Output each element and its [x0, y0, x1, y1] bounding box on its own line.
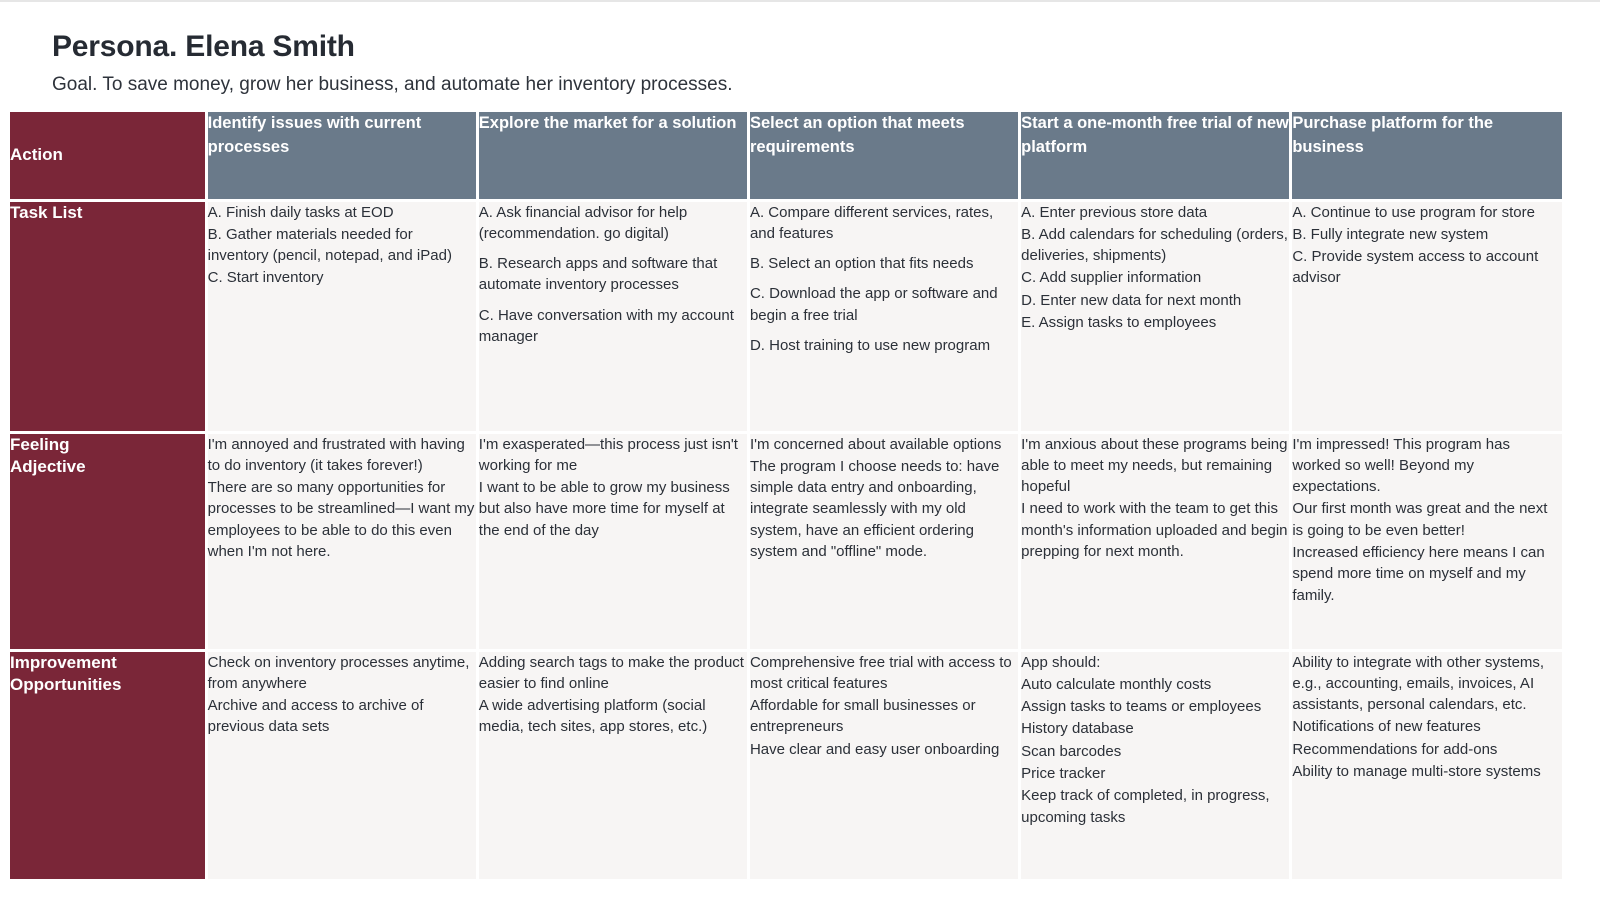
feeling-item: I want to be able to grow my business but also have more time for myself at the end of the day	[478, 479, 730, 539]
document-header	[0, 0, 1600, 96]
action-cell-5: Purchase platform for the business	[1291, 112, 1562, 200]
improvement-item: Ability to manage multi-store systems	[1292, 762, 1541, 780]
task-cell-3	[748, 200, 1019, 432]
improvement-item: Archive and access to archive of previous data sets	[207, 697, 424, 736]
feeling-item: I'm annoyed and frustrated with having to do inventory (it takes forever!)	[207, 435, 465, 474]
feeling-cell-5	[1291, 432, 1562, 650]
table-row-improvement-opportunities	[10, 650, 1562, 880]
action-cell-3: Select an option that meets requirements	[748, 112, 1019, 200]
task-cell-4	[1020, 200, 1291, 432]
improvement-cell-4	[1020, 650, 1291, 880]
improvement-item: Keep track of completed, in progress, upcoming tasks	[1021, 787, 1270, 826]
action-cell-4: Start a one-month free trial of new platform	[1020, 112, 1291, 200]
improvement-item: A wide advertising platform (social media, tech sites, app stores, etc.)	[478, 697, 708, 736]
task-item: A. Compare different services, rates, and features	[749, 203, 994, 242]
top-divider	[0, 0, 1600, 2]
improvement-item: Auto calculate monthly costs	[1021, 675, 1212, 693]
improvement-item: Price tracker	[1021, 764, 1106, 782]
feeling-cell-3	[748, 432, 1019, 650]
task-item: A. Finish daily tasks at EOD	[207, 203, 394, 221]
persona-goal: Goal. To save money, grow her business, and automate her inventory processes.	[52, 74, 733, 95]
feeling-item: The program I choose needs to: have simple data entry and onboarding, integrate seamlessly with my old system, have an efficient ordering system and "offline" mode.	[749, 457, 1000, 560]
improvement-item: Check on inventory processes anytime, from anywhere	[207, 653, 470, 692]
improvement-cell-2	[477, 650, 748, 880]
row-label-action: Action	[10, 112, 206, 200]
task-item: B. Add calendars for scheduling (orders, deliveries, shipments)	[1021, 225, 1288, 265]
row-label-line2: Adjective	[10, 457, 86, 477]
task-item: B. Research apps and software that automate inventory processes	[478, 255, 718, 294]
row-label-improvement-opportunities	[10, 650, 206, 880]
improvement-item: App should:	[1021, 653, 1101, 671]
improvement-cell-5	[1291, 650, 1562, 880]
task-item: D. Enter new data for next month	[1021, 291, 1242, 309]
feeling-item: I need to work with the team to get this month's information uploaded and begin prepping for next month.	[1021, 500, 1288, 560]
row-label-line2: Opportunities	[10, 675, 122, 695]
table-row-feeling-adjective	[10, 432, 1562, 650]
task-item: B. Select an option that fits needs	[749, 255, 974, 273]
feeling-cell-2	[477, 432, 748, 650]
improvement-item: History database	[1021, 720, 1134, 738]
task-item: C. Download the app or software and begin a free trial	[749, 285, 998, 324]
task-item: C. Add supplier information	[1021, 269, 1202, 287]
task-item: C. Have conversation with my account manager	[478, 306, 734, 345]
improvement-item: Comprehensive free trial with access to most critical features	[749, 653, 1012, 692]
task-item: A. Continue to use program for store	[1292, 203, 1535, 221]
improvement-item: Scan barcodes	[1021, 742, 1122, 760]
feeling-item: Our first month was great and the next is going to be even better!	[1292, 500, 1548, 539]
feeling-cell-4	[1020, 432, 1291, 650]
feeling-item: I'm concerned about available options	[749, 435, 1002, 453]
row-label-feeling-adjective	[10, 432, 206, 650]
task-item: B. Gather materials needed for inventory (pencil, notepad, and iPad)	[207, 225, 452, 265]
improvement-cell-3	[748, 650, 1019, 880]
task-cell-5	[1291, 200, 1562, 432]
row-label-line1: Feeling	[10, 434, 70, 454]
action-cell-1: Identify issues with current processes	[206, 112, 477, 200]
row-label-line1: Improvement	[10, 652, 117, 672]
task-item: B. Fully integrate new system	[1292, 225, 1489, 243]
improvement-item: Affordable for small businesses or entrepreneurs	[749, 697, 976, 736]
improvement-cell-1	[206, 650, 477, 880]
task-cell-2	[477, 200, 748, 432]
table-row-action	[10, 112, 1562, 200]
improvement-item: Notifications of new features	[1292, 718, 1481, 736]
table-row-task-list	[10, 200, 1562, 432]
feeling-item: I'm exasperated—this process just isn't working for me	[478, 435, 738, 474]
task-item: A. Ask financial advisor for help (recommendation. go digital)	[478, 203, 688, 242]
journey-table	[10, 112, 1562, 882]
feeling-cell-1	[206, 432, 477, 650]
improvement-item: Ability to integrate with other systems, e.g., accounting, emails, invoices, AI assistants, personal calendars, etc.	[1292, 653, 1545, 714]
task-item: D. Host training to use new program	[749, 336, 991, 354]
improvement-item: Assign tasks to teams or employees	[1021, 698, 1262, 716]
task-item: E. Assign tasks to employees	[1021, 313, 1217, 331]
feeling-item: There are so many opportunities for processes to be streamlined—I want my employees to be able to do this even when I'm not here.	[207, 479, 475, 560]
task-item: A. Enter previous store data	[1021, 203, 1208, 221]
action-cell-2: Explore the market for a solution	[477, 112, 748, 200]
task-item: C. Provide system access to account advisor	[1292, 248, 1539, 287]
task-cell-1	[206, 200, 477, 432]
task-item: C. Start inventory	[207, 269, 324, 287]
improvement-item: Recommendations for add-ons	[1292, 740, 1498, 758]
page-title: Persona. Elena Smith	[52, 30, 355, 63]
row-label-task-list: Task List	[10, 200, 206, 432]
feeling-item: I'm impressed! This program has worked so well! Beyond my expectations.	[1292, 435, 1510, 496]
feeling-item: Increased efficiency here means I can spend more time on myself and my family.	[1292, 543, 1545, 604]
improvement-item: Adding search tags to make the product easier to find online	[478, 653, 744, 692]
feeling-item: I'm anxious about these programs being able to meet my needs, but remaining hopeful	[1021, 435, 1288, 496]
improvement-item: Have clear and easy user onboarding	[749, 740, 1000, 758]
